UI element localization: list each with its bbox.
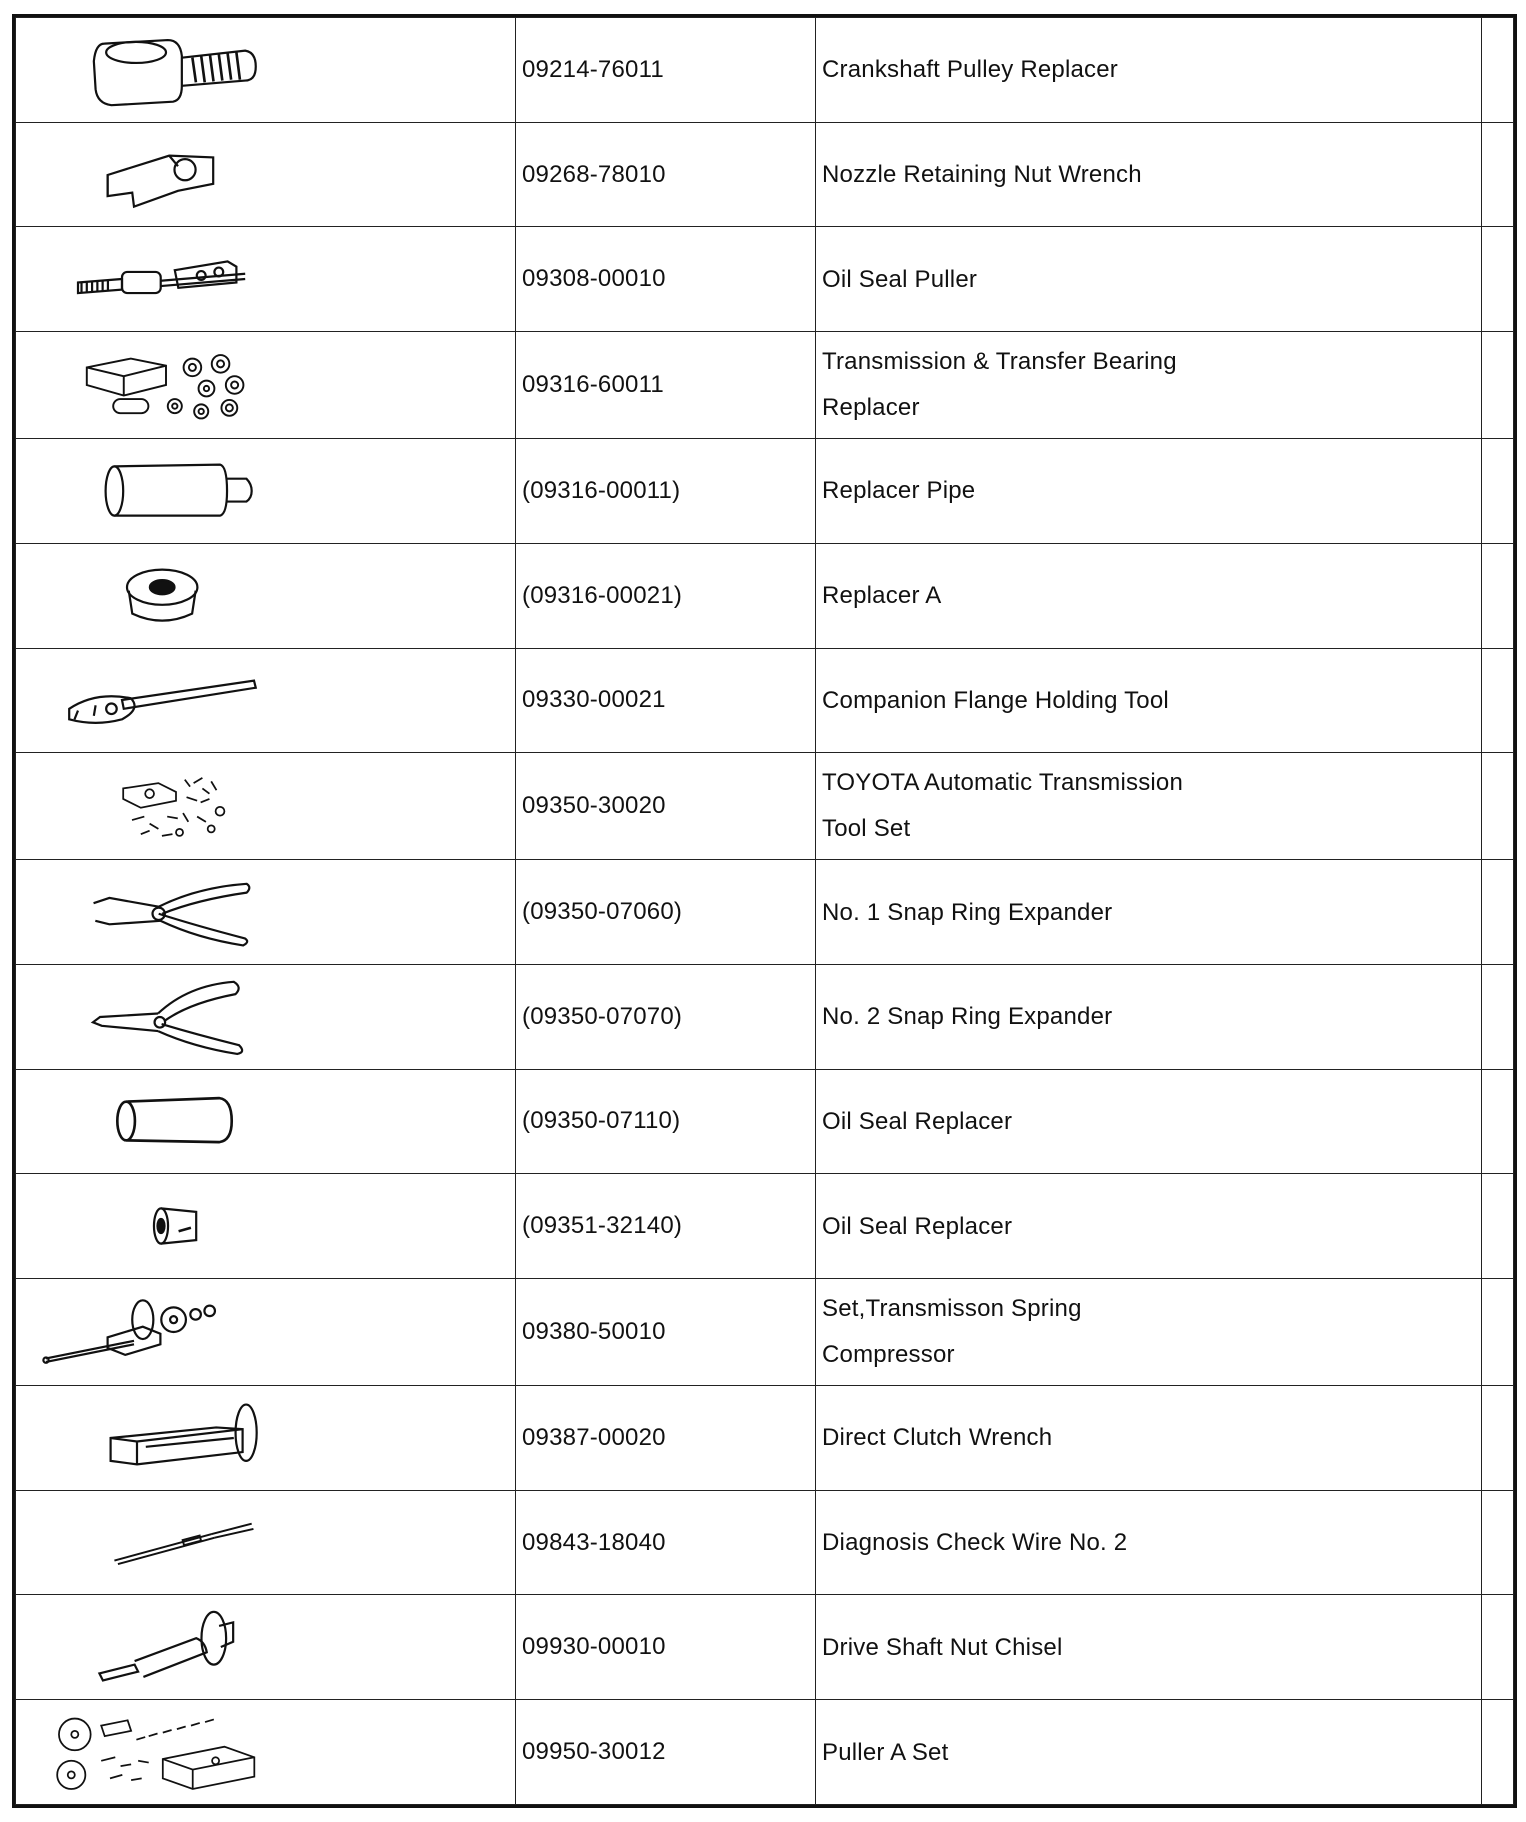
tool-name-line: Puller A Set [822, 1738, 949, 1766]
tool-name [816, 1490, 1482, 1595]
blank-cell [1482, 1069, 1514, 1174]
tool-illustration-cell [16, 122, 516, 227]
tool-illustration-cell [16, 439, 516, 544]
tool-illustration-cell [16, 1700, 516, 1805]
table-row [16, 439, 1514, 544]
blank-cell [1482, 860, 1514, 965]
tool-illustration-cell [16, 860, 516, 965]
drive-shaft-nut-chisel-icon [61, 1603, 261, 1691]
part-number: 09214-76011 [516, 18, 816, 123]
tool-name [816, 964, 1482, 1069]
part-number: 09308-00010 [516, 227, 816, 332]
tool-name-line: Direct Clutch Wrench [822, 1424, 1053, 1452]
tool-name [816, 648, 1482, 753]
tool-name [816, 1069, 1482, 1174]
table-row [16, 332, 1514, 439]
crankshaft-pulley-replacer-icon [56, 26, 276, 114]
tool-name [816, 1386, 1482, 1491]
table-row [16, 543, 1514, 648]
blank-cell [1482, 332, 1514, 439]
tool-name-line: No. 1 Snap Ring Expander [822, 898, 1113, 926]
tool-name-line: Replacer [822, 394, 920, 422]
blank-cell [1482, 439, 1514, 544]
puller-a-set-icon [24, 1708, 284, 1796]
part-number: (09351-32140) [516, 1174, 816, 1279]
part-number: 09843-18040 [516, 1490, 816, 1595]
tool-illustration-cell [16, 1490, 516, 1595]
replacer-pipe-icon [66, 447, 286, 535]
check-wire-icon [66, 1499, 286, 1587]
tool-illustration-cell [16, 648, 516, 753]
part-number: 09930-00010 [516, 1595, 816, 1700]
oil-seal-replacer-small-icon [91, 1182, 231, 1270]
tool-name [816, 860, 1482, 965]
part-number: (09316-00011) [516, 439, 816, 544]
tool-illustration-cell [16, 964, 516, 1069]
tool-illustration-cell [16, 1595, 516, 1700]
tool-illustration-cell [16, 332, 516, 439]
blank-cell [1482, 1174, 1514, 1279]
tool-name-line: TOYOTA Automatic Transmission [822, 769, 1184, 797]
table-row [16, 1595, 1514, 1700]
tool-name-line: Transmission & Transfer Bearing [822, 348, 1177, 376]
tool-name [816, 1595, 1482, 1700]
snap-ring-expander-2-icon [61, 973, 271, 1061]
tool-name [816, 122, 1482, 227]
tool-name-line: Companion Flange Holding Tool [822, 686, 1169, 714]
tool-name-line: Oil Seal Replacer [822, 1107, 1013, 1135]
oil-seal-replacer-tube-icon [76, 1077, 266, 1165]
tool-name [816, 1279, 1482, 1386]
tool-illustration-cell [16, 1069, 516, 1174]
part-number: 09330-00021 [516, 648, 816, 753]
part-number: 09350-30020 [516, 753, 816, 860]
tool-name-line: Diagnosis Check Wire No. 2 [822, 1529, 1128, 1557]
tools-table [15, 17, 1514, 1805]
tool-name [816, 1174, 1482, 1279]
tool-illustration-cell [16, 543, 516, 648]
spring-compressor-icon [24, 1288, 244, 1376]
tool-illustration-cell [16, 18, 516, 123]
table-row [16, 860, 1514, 965]
tool-name-line: Crankshaft Pulley Replacer [822, 56, 1119, 84]
blank-cell [1482, 964, 1514, 1069]
tool-name [816, 18, 1482, 123]
nozzle-retaining-nut-wrench-icon [71, 131, 241, 219]
bearing-replacer-set-icon [56, 341, 276, 429]
snap-ring-expander-1-icon [61, 868, 281, 956]
tool-name-line: Nozzle Retaining Nut Wrench [822, 161, 1142, 189]
tool-name-line: Tool Set [822, 815, 911, 843]
table-row [16, 1174, 1514, 1279]
blank-cell [1482, 1279, 1514, 1386]
tool-illustration-cell [16, 1174, 516, 1279]
tool-name-line: Compressor [822, 1341, 955, 1369]
blank-cell [1482, 648, 1514, 753]
blank-cell [1482, 1700, 1514, 1805]
table-row [16, 753, 1514, 860]
transmission-tool-set-icon [76, 762, 276, 850]
part-number: (09350-07110) [516, 1069, 816, 1174]
direct-clutch-wrench-icon [71, 1394, 291, 1482]
tool-illustration-cell [16, 1386, 516, 1491]
tool-name [816, 543, 1482, 648]
tool-name [816, 753, 1482, 860]
table-row [16, 648, 1514, 753]
tool-name-line: Drive Shaft Nut Chisel [822, 1633, 1063, 1661]
table-row [16, 1069, 1514, 1174]
blank-cell [1482, 122, 1514, 227]
table-row [16, 18, 1514, 123]
part-number: 09268-78010 [516, 122, 816, 227]
oil-seal-puller-icon [56, 235, 276, 323]
table-row [16, 227, 1514, 332]
table-row [16, 964, 1514, 1069]
tool-name [816, 227, 1482, 332]
tool-name-line: Oil Seal Replacer [822, 1212, 1013, 1240]
replacer-a-icon [61, 552, 281, 640]
part-number: 09380-50010 [516, 1279, 816, 1386]
tool-illustration-cell [16, 1279, 516, 1386]
tool-illustration-cell [16, 227, 516, 332]
part-number: 09950-30012 [516, 1700, 816, 1805]
blank-cell [1482, 1386, 1514, 1491]
tool-name-line: Oil Seal Puller [822, 265, 978, 293]
blank-cell [1482, 543, 1514, 648]
tool-name [816, 1700, 1482, 1805]
tool-name [816, 332, 1482, 439]
table-row [16, 122, 1514, 227]
table-row [16, 1386, 1514, 1491]
blank-cell [1482, 1595, 1514, 1700]
part-number: 09387-00020 [516, 1386, 816, 1491]
blank-cell [1482, 227, 1514, 332]
table-row [16, 1279, 1514, 1386]
part-number: (09350-07070) [516, 964, 816, 1069]
table-row [16, 1490, 1514, 1595]
tool-name-line: Replacer A [822, 582, 942, 610]
part-number: (09316-00021) [516, 543, 816, 648]
tool-name [816, 439, 1482, 544]
part-number: (09350-07060) [516, 860, 816, 965]
part-number: 09316-60011 [516, 332, 816, 439]
tool-name-line: Replacer Pipe [822, 477, 976, 505]
tool-name-line: No. 2 Snap Ring Expander [822, 1003, 1113, 1031]
table-row [16, 1700, 1514, 1805]
tool-name-line: Set,Transmisson Spring [822, 1295, 1082, 1323]
special-tools-sheet [12, 14, 1517, 1808]
tool-illustration-cell [16, 753, 516, 860]
blank-cell [1482, 1490, 1514, 1595]
blank-cell [1482, 753, 1514, 860]
flange-holding-tool-icon [46, 656, 286, 744]
blank-cell [1482, 18, 1514, 123]
